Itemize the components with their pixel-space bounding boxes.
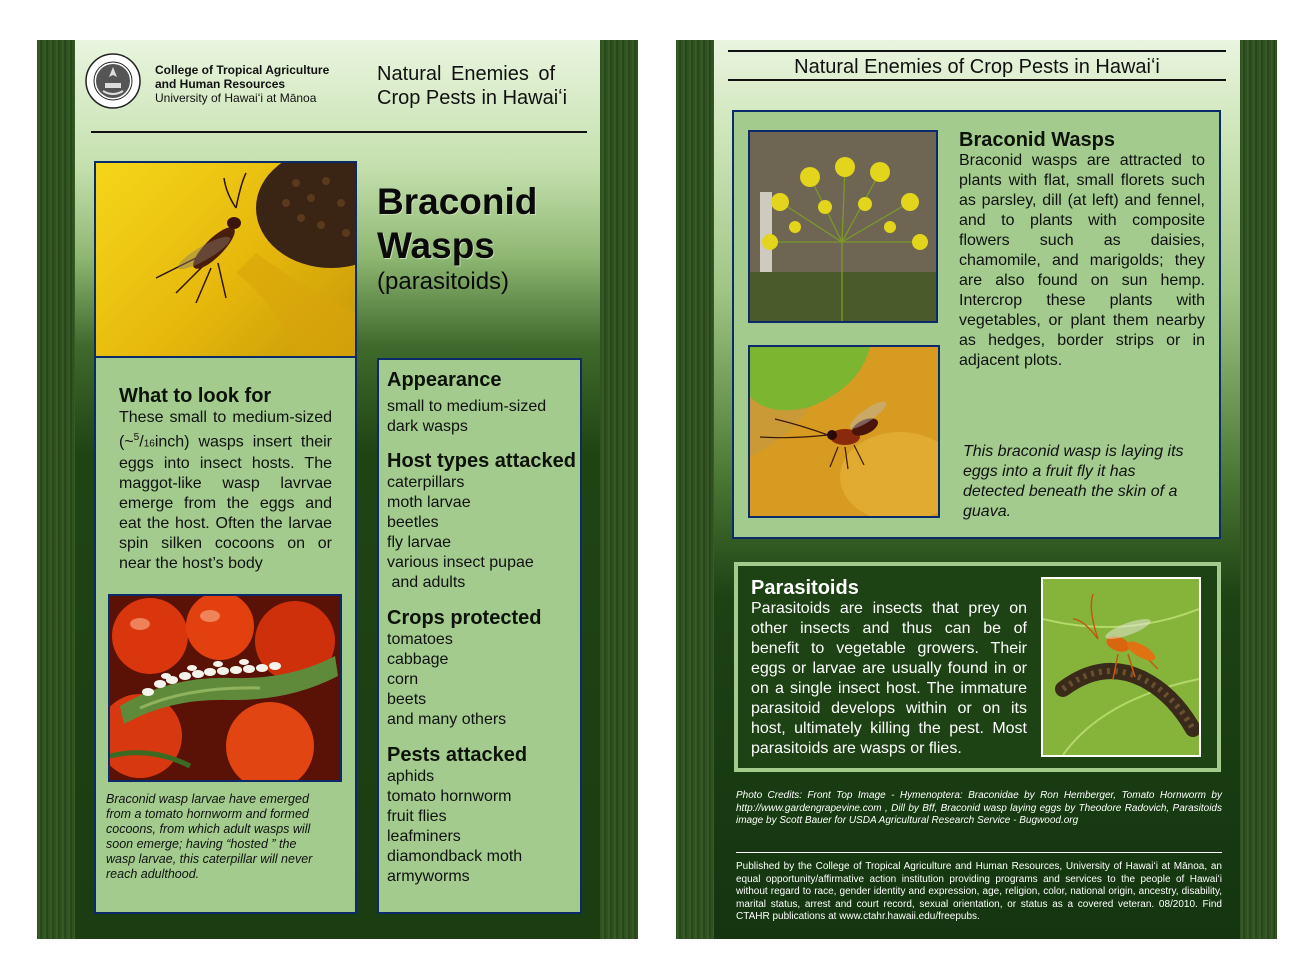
parasitoids-heading: Parasitoids — [751, 577, 859, 599]
braconid-info-panel — [732, 110, 1221, 539]
footer-divider — [736, 852, 1222, 853]
list-item: caterpillars — [387, 474, 465, 491]
back-header-title: Natural Enemies of Crop Pests in Hawaiʻi — [794, 56, 1160, 78]
university-seal-logo — [85, 53, 141, 109]
wasp-on-sunflower-photo — [94, 161, 357, 358]
host-types-heading: Host types attacked — [387, 450, 576, 472]
back-card — [676, 40, 1277, 939]
list-item: beets — [387, 691, 427, 708]
photo-credits: Photo Credits: Front Top Image - Hymenoptera: Braconidae by Ron Hemberger, Tomato Hornworm by http://www.gardengrapevine.com , Dill by Bff, Braconid wasp laying eggs by Theodore Radovich, Parasitoids image by Scott Bauer for USDA Agricultural Research Service - Bugwood.org — [736, 790, 1222, 826]
list-item: small to medium-sized — [387, 398, 547, 415]
list-item: and many others — [387, 711, 507, 728]
appearance-heading: Appearance — [387, 369, 502, 391]
pests-attacked-list — [387, 767, 582, 887]
fraction-numerator: 5 — [133, 432, 140, 443]
header-divider — [91, 131, 587, 133]
parasitoid-on-caterpillar-photo — [1041, 577, 1201, 757]
what-to-look-for-panel — [94, 356, 357, 914]
title-line-1: Braconid — [377, 181, 538, 222]
what-to-look-for-heading: What to look for — [119, 385, 272, 407]
tomato-hornworm-photo — [108, 594, 342, 782]
species-title — [377, 180, 587, 296]
braconid-text: Braconid wasps are attracted to plants with flat, small florets such as parsley, dill (at left) and fennel, and to plants with composite flowers such as daisies, chamomile, and marigolds; they are also found on sun hemp. Intercrop these plants with vegetables, or plant them nearby as hedges, border strips or in adjacent plots. — [959, 152, 1205, 369]
parasitoids-text: Parasitoids are insects that prey on other insects and thus can be of benefit to vegetable growers. Their eggs or larvae are usually found in or on a single insect host. The immature parasitoid develops within or on its host, ultimately killing the pest. Most parasitoids are wasps or flies. — [751, 600, 1027, 757]
list-item: leafminers — [387, 828, 461, 845]
university-name: University of Hawaiʻi at Mānoa — [155, 91, 317, 105]
guava-wasp-caption: This braconid wasp is laying its eggs into a fruit fly it has detected beneath the skin of a guava. — [963, 443, 1184, 520]
braconid-on-guava-photo — [748, 345, 940, 518]
list-item: cabbage — [387, 651, 449, 668]
list-item: fruit flies — [387, 808, 447, 825]
list-item: beetles — [387, 514, 439, 531]
list-item: dark wasps — [387, 418, 468, 435]
college-line-1: College of Tropical Agriculture — [155, 63, 330, 77]
crops-protected-heading: Crops protected — [387, 607, 542, 629]
header-rule-top — [728, 50, 1226, 52]
appearance-list — [387, 397, 582, 437]
header-rule-bottom — [728, 79, 1226, 81]
title-line-2: Wasps — [377, 225, 495, 266]
list-item: moth larvae — [387, 494, 471, 511]
back-card-panel — [714, 40, 1240, 939]
series-title-line-2: Crop Pests in Hawaiʻi — [377, 87, 568, 109]
publisher-statement: Published by the College of Tropical Agriculture and Human Resources, University of Hawaiʻi at Mānoa, an equal opportunity/affirmative action institution providing programs and services to the people of Hawaiʻi without regard to race, gender identity and expression, age, religion, color, national origin, ancestry, disability, marital status, arrest and court record, sexual orientation, or status as a covered veteran. 08/2010. Find CTAHR publications at www.ctahr.hawaii.edu/freepubs. — [736, 861, 1222, 922]
tomato-hornworm-caption: Braconid wasp larvae have emerged from a tomato hornworm and formed cocoons, from which adult wasps will soon emerge; having “hosted ” the wasp larvae, this caterpillar will never reach adulthood. — [106, 792, 313, 881]
series-title — [377, 62, 587, 110]
list-item: diamondback moth — [387, 848, 523, 865]
crops-protected-list — [387, 630, 582, 730]
facts-panel — [377, 358, 582, 914]
list-item: tomatoes — [387, 631, 453, 648]
list-item: aphids — [387, 768, 435, 785]
pests-attacked-heading: Pests attacked — [387, 744, 528, 766]
list-item: fly larvae — [387, 534, 452, 551]
front-card-panel — [75, 40, 600, 939]
series-title-line-1: Natural Enemies of — [377, 63, 556, 85]
list-item: armyworms — [387, 868, 470, 885]
list-item: various insect pupae — [387, 554, 534, 571]
host-types-list — [387, 473, 582, 593]
college-line-2: and Human Resources — [155, 77, 286, 91]
facts-content — [387, 368, 582, 887]
list-item: corn — [387, 671, 419, 688]
title-subtitle: (parasitoids) — [377, 268, 510, 295]
what-to-look-for-text: These small to medium-sized (~$^5$/16inch) wasps insert their eggs into insect hosts. The maggot-like wasp lavrvae emerge from the eggs and eat the host. Often the larvae spin silken cocoons on or near the host’s body — [119, 409, 332, 573]
front-card — [37, 40, 638, 939]
list-item: tomato hornworm — [387, 788, 512, 805]
college-name — [155, 63, 355, 105]
braconid-heading: Braconid Wasps — [959, 129, 1115, 151]
parasitoids-panel — [734, 562, 1221, 772]
dill-flowers-photo — [748, 130, 938, 323]
list-item: and adults — [387, 574, 466, 591]
fraction-denominator: 16 — [143, 438, 155, 450]
